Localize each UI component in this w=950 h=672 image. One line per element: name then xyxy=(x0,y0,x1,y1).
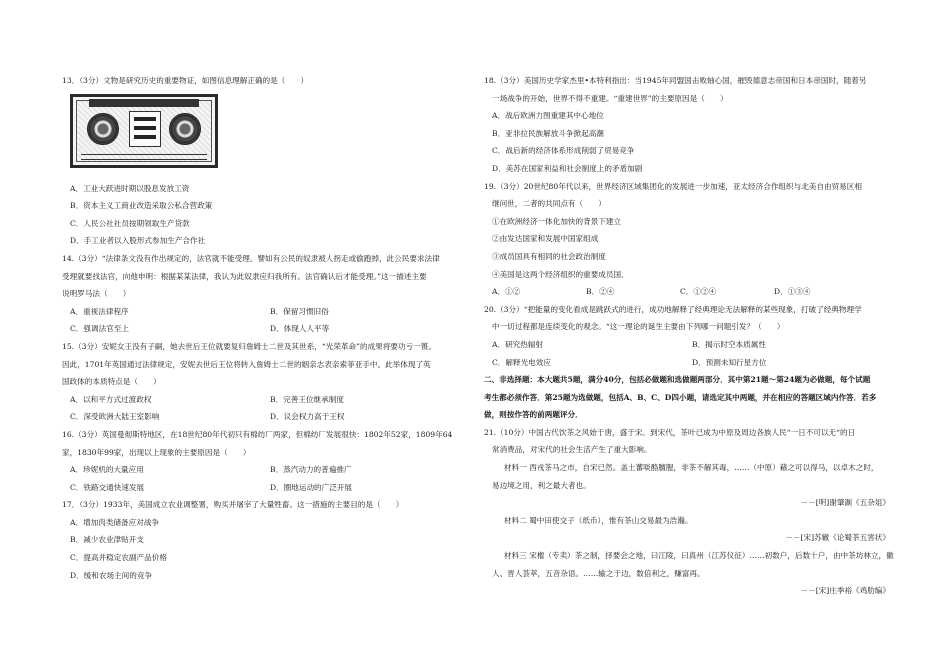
material-1-line: 材料一 西戎茶马之市，自宋已然。盖土蕃啖酪膻腥，非茶不解其毒，……（中原）藉之可以得马，以卓木之时， xyxy=(504,463,879,473)
question-19-stem-line: 继问世，二者的共同点有（ ） xyxy=(492,199,606,209)
option-d[interactable]: D．手工业者以入股形式参加生产合作社 xyxy=(70,236,206,246)
option-b[interactable]: B．亚非拉民族解放斗争掀起高潮 xyxy=(492,128,604,138)
option-c[interactable]: C．①②④ xyxy=(680,287,717,297)
question-18-stem-line: 一场战争的开始，世界不得不重建。“重建世界”的主要原因是（ ） xyxy=(492,93,728,103)
left-column xyxy=(62,72,470,584)
option-b[interactable]: B．②④ xyxy=(586,287,615,297)
question-21-stem-line: 21.（10分）中国古代饮茶之风始于唐，盛于宋。到宋代，茶叶已成为中原及周边各族人民“一日不可以无“的日 xyxy=(484,427,856,437)
material-2-source: －－[宋]苏辙《论蜀茶五害状》 xyxy=(785,533,890,543)
question-16-stem-line: 家，1830年99家，出现以上现象的主要原因是（ ） xyxy=(62,447,251,457)
option-c[interactable]: C．战后新的经济体系形成削弱了贸易竞争 xyxy=(492,146,635,156)
section-heading-line: 做，则按作答的前两题评分． xyxy=(484,410,583,420)
question-14-stem-line: 14.（3分）“法律条文没有作出规定的，法官就不能受理。譬如有公民的奴隶被人拐走或偷跑掉，此公民要求法律 xyxy=(62,253,440,263)
question-19-stem-line: 19.（3分）20世纪80年代以来，世界经济区域集团化的发展进一步加速，亚太经济合作组织与北美自由贸易区相 xyxy=(484,181,862,191)
material-3-source: －－[宋]庄季裕《鸡肋编》 xyxy=(800,586,890,596)
question-17-stem: 17．（3分）1933年，美国成立农业调整署，购买并屠宰了大量牲畜。这一措施的主要目的是（ ） xyxy=(62,500,404,510)
question-13 xyxy=(62,72,470,250)
option-b[interactable]: B．蒸汽动力的普遍推广 xyxy=(270,465,352,475)
option-c[interactable]: C．深受欧洲大陆王室影响 xyxy=(70,412,160,422)
material-1-source: －－[明]谢肇淛《五杂俎》 xyxy=(800,498,890,508)
option-c[interactable]: C．人民公社社员按期领取生产贷款 xyxy=(70,218,190,228)
section-heading-line: 二、非选择题：本大题共5题，满分40分，包括必做题和选做题两部分．其中第21题～第24题为必做题，每个试题 xyxy=(484,375,871,385)
seal-icon xyxy=(169,113,201,145)
option-c[interactable]: C．铁路交通快速发展 xyxy=(70,482,145,492)
question-20-stem-line: 中一切过程都是连续变化的观念。“这一理论的诞生主要由下列哪一问题引发？（ ） xyxy=(492,322,785,332)
section-heading-line: 考生都必须作答．第25题为选做题，包括A、B、C、D四小题，请选定其中两题，并在相应的答题区域内作答．若多 xyxy=(484,392,877,402)
question-13-figure xyxy=(62,94,470,180)
question-14-stem-line: 受理就要找法官，向他申明：根据某某法律，我认为此奴隶应归我所有。法官确认后才能受理。”这一描述主要 xyxy=(62,271,427,281)
option-b[interactable]: B．资本主义工商业改造采取公私合营政策 xyxy=(70,201,213,211)
option-c[interactable]: C．提高并稳定农副产品价格 xyxy=(70,553,167,563)
question-19 xyxy=(484,178,896,301)
option-b[interactable]: B．完善王位继承制度 xyxy=(270,394,344,404)
question-13-stem: 13．（3分）文物是研究历史的重要物证，如图信息理解正确的是（ ） xyxy=(62,76,309,85)
question-17 xyxy=(62,496,470,584)
option-d[interactable]: D．议会权力高于王权 xyxy=(270,412,345,422)
option-a[interactable]: A．战后欧洲力图重建其中心地位 xyxy=(492,111,604,121)
material-3-line: 材料三 宋権（专卖）茶之制，择要会之地，曰江陵，曰真州（江苏仪征）……初数户，后数十户，由中茶坊林立，徽 xyxy=(504,551,894,561)
option-a[interactable]: A．①② xyxy=(492,287,521,297)
statement-item: ①在欧洲经济一体化加快的背景下建立 xyxy=(492,216,622,226)
option-b[interactable]: B．保留习惯旧俗 xyxy=(270,306,329,316)
option-c[interactable]: C．强调法官至上 xyxy=(70,324,129,334)
option-d[interactable]: D．①③④ xyxy=(774,287,811,297)
right-column xyxy=(484,72,896,600)
section-heading xyxy=(484,371,896,424)
option-b[interactable]: B．揭示时空本质属性 xyxy=(692,339,766,349)
question-15-stem-line: 国政体的本质特点是（ ） xyxy=(62,377,161,387)
option-d[interactable]: D．美苏在国家利益和社会制度上的矛盾加剧 xyxy=(492,163,643,173)
option-d[interactable]: D．圈地运动的广泛开展 xyxy=(270,482,353,492)
option-b[interactable]: B．减少农业津贴开支 xyxy=(70,535,144,545)
option-c[interactable]: C．解释光电效应 xyxy=(492,357,551,367)
question-21 xyxy=(484,424,896,600)
statement-item: ②由发达国家和发展中国家组成 xyxy=(492,234,599,244)
seal-icon xyxy=(87,113,119,145)
stock-certificate-image xyxy=(70,94,218,168)
option-a[interactable]: A．研究热辐射 xyxy=(492,339,544,349)
question-20-stem-line: 20.（3分）“把能量的变化看成是跳跃式的进行，成功地解释了经典理论无法解释的某些现象，打破了经典物理学 xyxy=(484,304,862,314)
option-a[interactable]: A．以和平方式过渡政权 xyxy=(70,394,152,404)
question-21-stem-line: 常消费品，对宋代的社会生活产生了重大影响。 xyxy=(492,445,652,455)
question-14 xyxy=(62,250,470,338)
question-15-stem-line: 15.（3分）安妮女王没有子嗣，她去世后王位就要复归詹姆士二世及其世系，“光荣革命”的成果将要功亏一篑。 xyxy=(62,341,436,351)
option-a[interactable]: A．珍妮机的大量应用 xyxy=(70,465,144,475)
option-d[interactable]: D．缓和农场主间的竞争 xyxy=(70,570,153,580)
statement-item: ④美国是这两个经济组织的重要成员国． xyxy=(492,269,629,279)
material-2: 材料二 蜀中田使交子（纸币），惟有茶山交易最为浩瀚。 xyxy=(504,515,693,525)
question-16 xyxy=(62,426,470,496)
question-15-stem-line: 因此，1701年英国通过法律规定，安妮去世后王位将转入詹姆士二世的姻亲志表亲索菲亚手中。此举体现了英 xyxy=(62,359,431,369)
statement-item: ③成员国具有相同的社会政治制度 xyxy=(492,251,606,261)
option-d[interactable]: D．体现人人平等 xyxy=(270,324,330,334)
option-a[interactable]: A．重视法律程序 xyxy=(70,306,129,316)
option-d[interactable]: D．预测未知行星方位 xyxy=(692,357,767,367)
question-14-stem-line: 说明罗马法（ ） xyxy=(62,289,131,299)
material-1-line: 易边境之用，利之最大者也。 xyxy=(492,480,591,490)
option-a[interactable]: A．增加肉类储备应对战争 xyxy=(70,517,160,527)
question-15 xyxy=(62,338,470,426)
question-16-stem-line: 16.（3分）英国曼彻斯特地区，在18世纪80年代初只有棉纺厂两家，但棉纺厂发展很快：1802年52家，1809年64 xyxy=(62,429,453,439)
question-18-stem-line: 18.（3分）美国历史学家杰里•本特利指出：当1945年同盟国击败轴心国，摧毁德意志帝国和日本帝国时，随着另 xyxy=(484,76,867,85)
question-18 xyxy=(484,72,896,178)
material-3-line: 人、晋人荟萃，五音杂语。……输之于边，数倍利之，赚富再。 xyxy=(492,568,705,578)
question-20 xyxy=(484,301,896,371)
option-a[interactable]: A．工业大跃进时期以股息发放工资 xyxy=(70,183,190,193)
